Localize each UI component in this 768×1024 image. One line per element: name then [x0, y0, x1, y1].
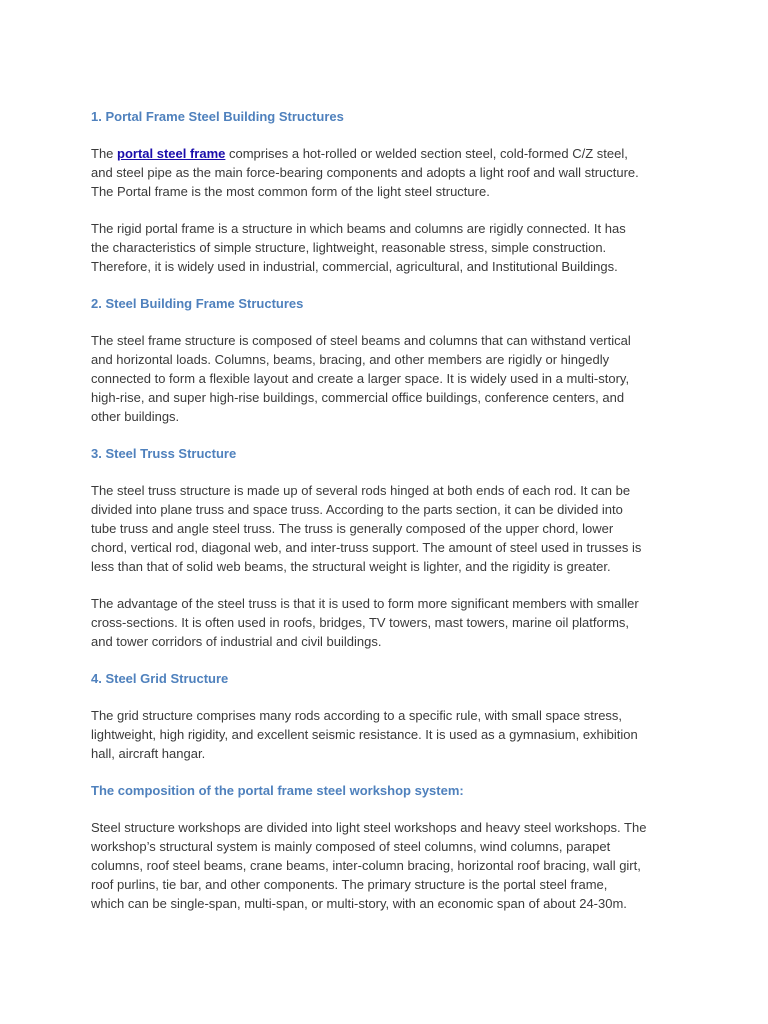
paragraph-line: which can be single-span, multi-span, or multi-story, with an economic span of about 24-30m.: [91, 896, 627, 911]
paragraph-line: The rigid portal frame is a structure in which beams and columns are rigidly connected. It has: [91, 221, 626, 236]
paragraph-line: Therefore, it is widely used in industrial, commercial, agricultural, and Institutional Buildings.: [91, 259, 618, 274]
paragraph: [91, 594, 691, 651]
section-workshop-composition: [91, 781, 691, 913]
paragraph-line: chord, vertical rod, diagonal web, and inter-truss support. The amount of steel used in trusses is: [91, 540, 642, 555]
paragraph-line: columns, roof steel beams, crane beams, inter-column bracing, horizontal roof bracing, wall girt,: [91, 858, 641, 873]
paragraph-line: high-rise, and super high-rise buildings, commercial office buildings, conference centers, and: [91, 390, 625, 405]
paragraph: [91, 481, 691, 576]
section-heading: 4. Steel Grid Structure: [91, 671, 229, 686]
paragraph-line: the characteristics of simple structure, lightweight, reasonable stress, simple construction.: [91, 240, 607, 255]
section-heading: 1. Portal Frame Steel Building Structures: [91, 109, 344, 124]
document-page: [91, 107, 691, 913]
section-heading: The composition of the portal frame steel workshop system:: [91, 783, 464, 798]
paragraph: [91, 144, 691, 201]
section-steel-frame: [91, 294, 691, 426]
paragraph-line: and horizontal loads. Columns, beams, bracing, and other members are rigidly or hingedly: [91, 352, 610, 367]
paragraph-line: less than that of solid web beams, the structural weight is lighter, and the rigidity is greater.: [91, 559, 611, 574]
paragraph-line: The Portal frame is the most common form of the light steel structure.: [91, 184, 490, 199]
paragraph: [91, 818, 691, 913]
paragraph: [91, 219, 691, 276]
section-heading: 2. Steel Building Frame Structures: [91, 296, 304, 311]
paragraph-line: and steel pipe as the main force-bearing components and adopts a light roof and wall structure.: [91, 165, 639, 180]
paragraph-line: Steel structure workshops are divided into light steel workshops and heavy steel workshops. The: [91, 820, 647, 835]
section-heading: 3. Steel Truss Structure: [91, 446, 237, 461]
paragraph-line: divided into plane truss and space truss. According to the parts section, it can be divided into: [91, 502, 623, 517]
paragraph-line: connected to form a flexible layout and create a larger space. It is widely used in a multi-story,: [91, 371, 630, 386]
portal-steel-frame-link[interactable]: portal steel frame: [117, 146, 226, 161]
paragraph-line: The grid structure comprises many rods according to a specific rule, with small space stress,: [91, 708, 623, 723]
paragraph-line: tube truss and angle steel truss. The truss is generally composed of the upper chord, lower: [91, 521, 614, 536]
paragraph-line: hall, aircraft hangar.: [91, 746, 206, 761]
paragraph: [91, 706, 691, 763]
paragraph-line: other buildings.: [91, 409, 180, 424]
paragraph: [91, 331, 691, 426]
section-steel-grid: [91, 669, 691, 763]
paragraph-line: The steel frame structure is composed of steel beams and columns that can withstand vertical: [91, 333, 631, 348]
section-portal-frame: [91, 107, 691, 276]
paragraph-line: The advantage of the steel truss is that it is used to form more significant members with smaller: [91, 596, 639, 611]
paragraph-line: lightweight, high rigidity, and excellent seismic resistance. It is used as a gymnasium, exhibition: [91, 727, 638, 742]
paragraph-line: cross-sections. It is often used in roofs, bridges, TV towers, mast towers, marine oil platforms,: [91, 615, 630, 630]
paragraph-line: The portal steel frame comprises a hot-rolled or welded section steel, cold-formed C/Z steel,: [91, 146, 628, 161]
paragraph-line: workshop’s structural system is mainly composed of steel columns, wind columns, parapet: [91, 839, 611, 854]
paragraph-line: The steel truss structure is made up of several rods hinged at both ends of each rod. It can be: [91, 483, 631, 498]
paragraph-line: roof purlins, tie bar, and other components. The primary structure is the portal steel frame,: [91, 877, 608, 892]
section-steel-truss: [91, 444, 691, 651]
paragraph-line: and tower corridors of industrial and civil buildings.: [91, 634, 382, 649]
